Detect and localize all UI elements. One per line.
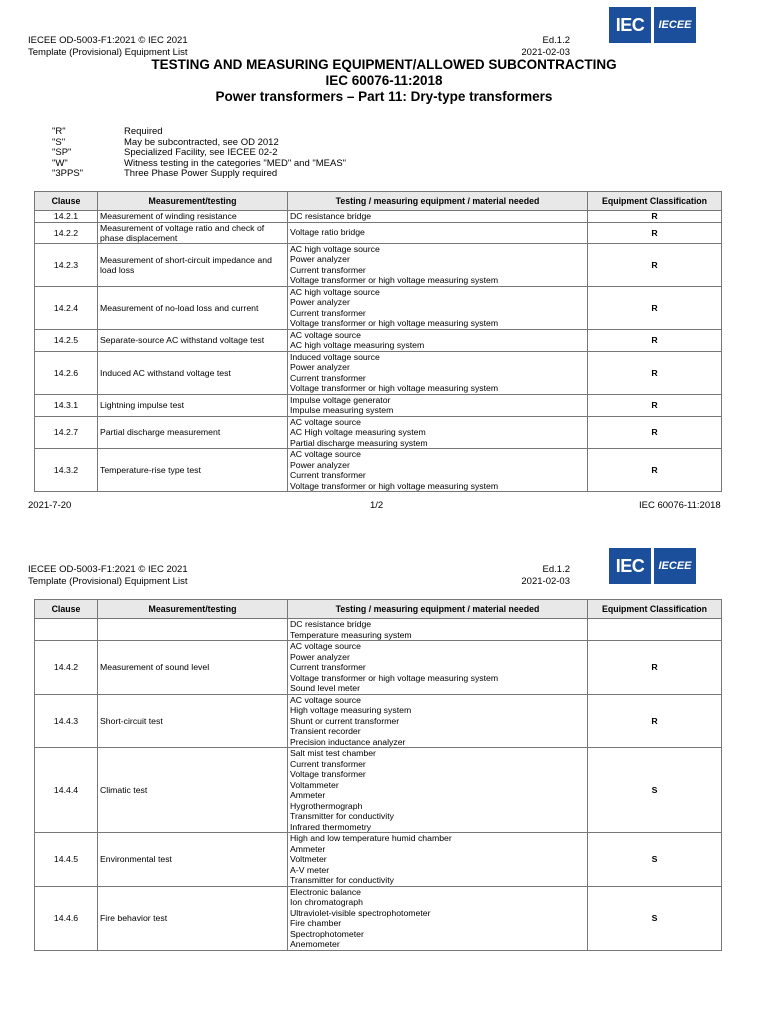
clause-cell: 14.4.3 [35, 694, 98, 748]
table-row [35, 641, 722, 695]
equipment-table-page1 [34, 191, 722, 492]
equipment-item: Hygrothermograph [290, 800, 363, 811]
legend-desc: Three Phase Power Supply required [124, 168, 278, 180]
equipment-item: Induced voltage source [290, 351, 380, 362]
equipment-item: Precision inductance analyzer [290, 736, 406, 747]
equipment-item: Voltage transformer or high voltage measuring system [290, 672, 499, 683]
measurement-cell: Temperature-rise type test [98, 449, 288, 492]
legend-desc: May be subcontracted, see OD 2012 [124, 136, 279, 148]
clause-cell: 14.4.5 [35, 833, 98, 887]
classification-cell: S [588, 833, 722, 887]
equipment-table-page2 [34, 599, 722, 951]
classification-cell: S [588, 886, 722, 950]
equipment-item: AC voltage source [290, 329, 361, 340]
equipment-item: Ion chromatograph [290, 897, 363, 907]
page1-header-right [470, 35, 570, 59]
footer-standard: IEC 60076-11:2018 [639, 500, 721, 511]
equipment-item: Fire chamber [290, 918, 342, 928]
measurement-cell: Measurement of winding resistance [98, 211, 288, 223]
header-classification: Equipment Classification [588, 192, 722, 211]
table-row [35, 886, 722, 950]
table-row [35, 243, 722, 286]
edition-date: 2021-02-03 [521, 576, 570, 587]
equipment-cell [288, 351, 588, 394]
page2-header-left [28, 564, 188, 588]
clause-cell [35, 619, 98, 641]
iecee-logo-mark: IECEE [654, 7, 696, 43]
equipment-item: Impulse measuring system [290, 405, 394, 415]
measurement-cell: Partial discharge measurement [98, 416, 288, 449]
doc-ref: IECEE OD-5003-F1:2021 © IEC 2021 [28, 564, 188, 575]
header-classification: Equipment Classification [588, 600, 722, 619]
equipment-item: DC resistance bridge [290, 619, 372, 629]
header-clause: Clause [35, 192, 98, 211]
measurement-cell [98, 619, 288, 641]
doc-ref: IECEE OD-5003-F1:2021 © IEC 2021 [28, 35, 188, 46]
equipment-item: Spectrophotometer [290, 928, 364, 939]
clause-cell: 14.2.7 [35, 416, 98, 449]
classification-cell: R [588, 286, 722, 329]
equipment-item: AC High voltage measuring system [290, 427, 426, 437]
equipment-item: Current transformer [290, 470, 366, 480]
equipment-item: Power analyzer [290, 254, 350, 264]
footer-page-number: 1/2 [370, 500, 384, 511]
equipment-item: Power analyzer [290, 297, 350, 307]
doc-subtitle: Template (Provisional) Equipment List [28, 576, 188, 587]
clause-cell: 14.2.4 [35, 286, 98, 329]
title-line-1: TESTING AND MEASURING EQUIPMENT/ALLOWED SUBCONTRACTING [151, 57, 617, 72]
header-measurement: Measurement/testing [98, 192, 288, 211]
equipment-item: Voltage transformer or high voltage measuring system [290, 318, 499, 328]
page1-header-left [28, 35, 188, 59]
equipment-item: High and low temperature humid chamber [290, 833, 452, 843]
equipment-item: Voltmeter [290, 854, 327, 864]
equipment-item: Shunt or current transformer [290, 715, 400, 726]
measurement-cell: Measurement of voltage ratio and check of phase displacement [98, 222, 288, 243]
header-clause: Clause [35, 600, 98, 619]
legend-code: "R" [52, 126, 66, 137]
classification-cell: R [588, 694, 722, 748]
clause-cell: 14.2.1 [35, 211, 98, 223]
measurement-cell: Lightning impulse test [98, 394, 288, 416]
legend-desc: Witness testing in the categories "MED" and "MEAS" [124, 157, 347, 169]
iec-logo-mark: IEC [609, 548, 651, 584]
table-body-page2 [35, 619, 722, 951]
equipment-item: Transmitter for conductivity [290, 811, 394, 821]
equipment-cell [288, 329, 588, 351]
header-equipment: Testing / measuring equipment / material needed [288, 600, 588, 619]
equipment-item: AC high voltage measuring system [290, 340, 425, 350]
classification-cell: R [588, 416, 722, 449]
equipment-item: Power analyzer [290, 362, 350, 372]
table-row [35, 394, 722, 416]
measurement-cell: Measurement of no-load loss and current [98, 286, 288, 329]
measurement-cell: Short-circuit test [98, 694, 288, 748]
table-row [35, 329, 722, 351]
equipment-cell [288, 416, 588, 449]
equipment-item: Voltammeter [290, 779, 339, 790]
equipment-item: AC high voltage source [290, 286, 380, 297]
equipment-cell [288, 619, 588, 641]
measurement-cell: Climatic test [98, 748, 288, 833]
legend-row [52, 127, 346, 138]
title-line-2: IEC 60076-11:2018 [325, 73, 443, 88]
clause-cell: 14.2.3 [35, 243, 98, 286]
equipment-item: Infrared thermometry [290, 821, 372, 832]
classification-cell: R [588, 329, 722, 351]
measurement-cell: Environmental test [98, 833, 288, 887]
clause-cell: 14.3.1 [35, 394, 98, 416]
equipment-item: Current transformer [290, 372, 366, 383]
table-body-page1 [35, 211, 722, 492]
iec-logo-mark: IEC [609, 7, 651, 43]
equipment-cell [288, 748, 588, 833]
equipment-item: Electronic balance [290, 886, 361, 897]
table-row [35, 748, 722, 833]
equipment-cell [288, 449, 588, 492]
edition-date: 2021-02-03 [521, 47, 570, 58]
equipment-item: Power analyzer [290, 651, 350, 662]
classification-cell: R [588, 394, 722, 416]
equipment-cell [288, 886, 588, 950]
iecee-logo-mark: IECEE [654, 548, 696, 584]
equipment-item: Temperature measuring system [290, 629, 412, 640]
measurement-cell: Measurement of sound level [98, 641, 288, 695]
equipment-cell [288, 211, 588, 223]
equipment-item: Ammeter [290, 790, 326, 800]
doc-subtitle: Template (Provisional) Equipment List [28, 47, 188, 58]
header-equipment: Testing / measuring equipment / material needed [288, 192, 588, 211]
footer-date: 2021-7-20 [28, 500, 72, 511]
legend-code: "S" [52, 136, 66, 148]
equipment-item: Voltage ratio bridge [290, 227, 365, 238]
classification-cell: S [588, 748, 722, 833]
equipment-item: Voltage transformer [290, 769, 366, 779]
equipment-item: Partial discharge measuring system [290, 437, 428, 448]
classification-cell: R [588, 211, 722, 223]
measurement-cell: Separate-source AC withstand voltage test [98, 329, 288, 351]
clause-cell: 14.4.4 [35, 748, 98, 833]
classification-cell [588, 619, 722, 641]
table-row [35, 449, 722, 492]
document-title [0, 57, 768, 105]
clause-cell: 14.4.6 [35, 886, 98, 950]
equipment-item: Impulse voltage generator [290, 394, 391, 405]
table-row [35, 619, 722, 641]
equipment-item: AC voltage source [290, 449, 361, 459]
table-row [35, 222, 722, 243]
equipment-item: Current transformer [290, 662, 366, 672]
classification-cell: R [588, 449, 722, 492]
title-line-3: Power transformers – Part 11: Dry-type transformers [215, 89, 553, 104]
equipment-item: AC voltage source [290, 694, 361, 705]
equipment-item: Transmitter for conductivity [290, 875, 394, 885]
equipment-item: Voltage transformer or high voltage measuring system [290, 383, 499, 393]
clause-cell: 14.4.2 [35, 641, 98, 695]
legend-desc: Specialized Facility, see IECEE 02-2 [124, 147, 278, 159]
table-header-row [35, 192, 722, 211]
table-row [35, 833, 722, 887]
legend-code: "3PPS" [52, 168, 84, 180]
equipment-cell [288, 394, 588, 416]
edition: Ed.1.2 [542, 564, 570, 575]
equipment-item: High voltage measuring system [290, 705, 412, 715]
equipment-cell [288, 833, 588, 887]
measurement-cell: Measurement of short-circuit impedance and load loss [98, 243, 288, 286]
equipment-item: Ultraviolet-visible spectrophotometer [290, 907, 431, 918]
equipment-item: Current transformer [290, 758, 366, 769]
equipment-cell [288, 286, 588, 329]
classification-legend [52, 127, 346, 180]
classification-cell: R [588, 351, 722, 394]
legend-row [52, 169, 346, 180]
legend-code: "SP" [52, 147, 72, 159]
classification-cell: R [588, 641, 722, 695]
equipment-item: Power analyzer [290, 459, 350, 470]
clause-cell: 14.2.6 [35, 351, 98, 394]
page2-header-right [470, 564, 570, 588]
equipment-cell [288, 222, 588, 243]
classification-cell: R [588, 222, 722, 243]
legend-desc: Required [124, 126, 163, 137]
clause-cell: 14.2.5 [35, 329, 98, 351]
equipment-item: Current transformer [290, 307, 366, 318]
table-row [35, 416, 722, 449]
equipment-item: AC high voltage source [290, 243, 380, 254]
equipment-item: Anemometer [290, 939, 340, 949]
equipment-cell [288, 694, 588, 748]
iec-logo [609, 548, 696, 586]
equipment-cell [288, 243, 588, 286]
equipment-item: Sound level meter [290, 683, 361, 693]
clause-cell: 14.2.2 [35, 222, 98, 243]
equipment-item: AC voltage source [290, 641, 361, 651]
equipment-item: A-V meter [290, 864, 330, 875]
measurement-cell: Fire behavior test [98, 886, 288, 950]
table-row [35, 211, 722, 223]
classification-cell: R [588, 243, 722, 286]
legend-code: "W" [52, 157, 68, 169]
equipment-item: Transient recorder [290, 726, 361, 736]
table-row [35, 351, 722, 394]
equipment-item: Salt mist test chamber [290, 748, 376, 758]
table-header-row [35, 600, 722, 619]
equipment-item: AC voltage source [290, 416, 361, 427]
clause-cell: 14.3.2 [35, 449, 98, 492]
equipment-item: Voltage transformer or high voltage measuring system [290, 275, 499, 285]
edition: Ed.1.2 [542, 35, 570, 46]
equipment-item: Ammeter [290, 843, 326, 854]
equipment-item: Voltage transformer or high voltage measuring system [290, 480, 499, 491]
equipment-item: Current transformer [290, 264, 366, 275]
table-row [35, 694, 722, 748]
iec-logo [609, 7, 696, 45]
equipment-item: DC resistance bridge [290, 211, 372, 221]
table-row [35, 286, 722, 329]
equipment-cell [288, 641, 588, 695]
measurement-cell: Induced AC withstand voltage test [98, 351, 288, 394]
header-measurement: Measurement/testing [98, 600, 288, 619]
